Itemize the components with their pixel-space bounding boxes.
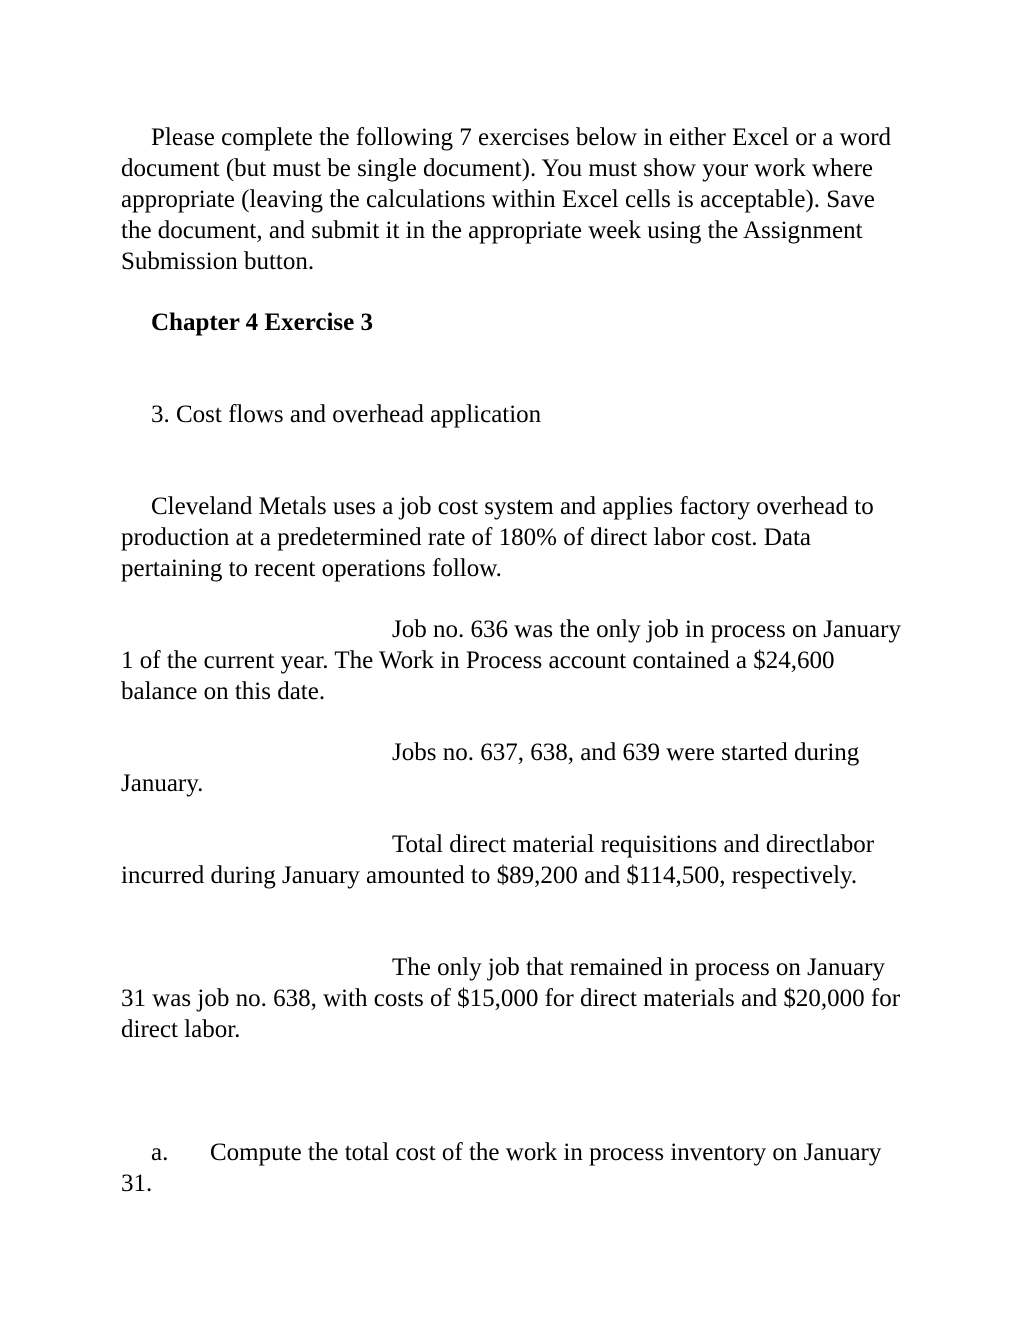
fact-paragraph-4: The only job that remained in process on January 31 was job no. 638, with costs of $15,000 for direct materials and $20,000 for direct labor.: [121, 954, 901, 1043]
question-a: [121, 1137, 911, 1199]
chapter-heading: Chapter 4 Exercise 3: [151, 309, 373, 336]
fact-paragraph-3: Total direct material requisitions and directlabor incurred during January amounted to $89,200 and $114,500, respectively.: [121, 831, 875, 889]
assignment-instructions: Please complete the following 7 exercises below in either Excel or a word document (but must be single document). You must show your work where appropriate (leaving the calculations within Excel cells is acceptable). Save the document, and submit it in the appropriate week using the Assignment Submission button.: [121, 124, 892, 275]
fact-paragraph-1: Job no. 636 was the only job in process on January 1 of the current year. The Work in Process account contained a $24,600 balance on this date.: [121, 616, 901, 705]
question-a-text: Compute the total cost of the work in process inventory on January 31.: [121, 1139, 882, 1197]
exercise-title: 3. Cost flows and overhead application: [151, 401, 542, 428]
fact-paragraph-2: Jobs no. 637, 638, and 639 were started during January.: [121, 739, 860, 797]
problem-intro: Cleveland Metals uses a job cost system and applies factory overhead to production at a predetermined rate of 180% of direct labor cost. Data pertaining to recent operations follow.: [121, 493, 874, 582]
question-a-marker: a.: [151, 1139, 169, 1166]
